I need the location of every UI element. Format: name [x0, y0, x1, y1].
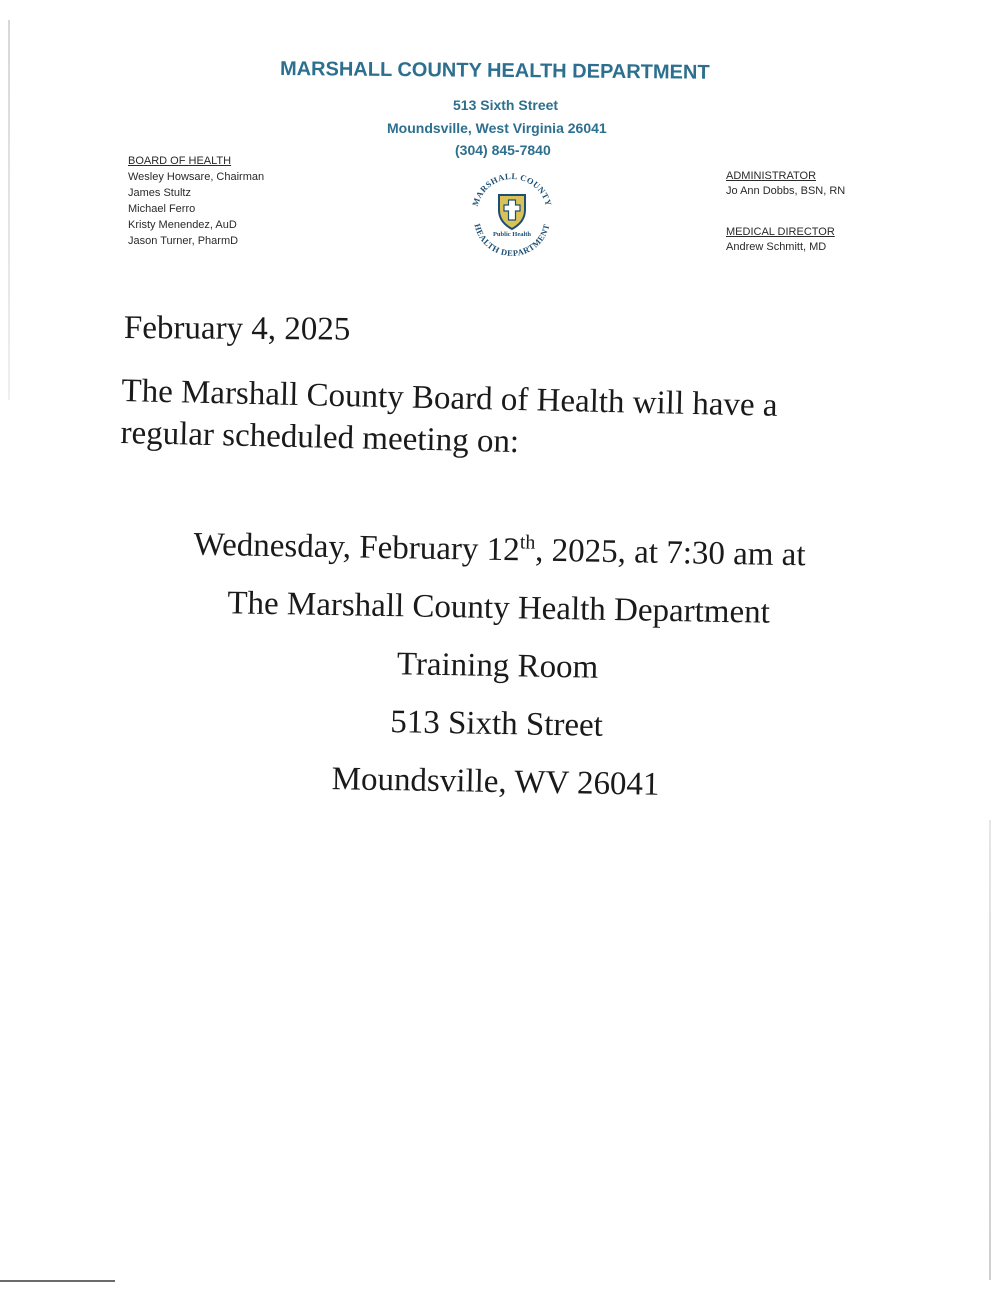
- meeting-location: The Marshall County Health Department: [227, 585, 771, 631]
- administrator-heading: ADMINISTRATOR: [726, 170, 817, 182]
- meeting-street: 513 Sixth Street: [389, 704, 604, 744]
- health-department-seal: [460, 162, 564, 266]
- meeting-details: [135, 522, 860, 825]
- seal-bottom-text: HEALTH DEPARTMENT: [472, 222, 552, 259]
- board-member: Jason Turner, PharmD: [128, 235, 239, 247]
- notice-intro-line: regular scheduled meeting on:: [120, 414, 520, 461]
- board-heading: BOARD OF HEALTH: [128, 155, 232, 167]
- notice-intro-line: The Marshall County Board of Health will have a: [121, 372, 778, 424]
- organization-name: MARSHALL COUNTY HEALTH DEPARTMENT: [279, 58, 710, 84]
- meeting-datetime-suffix: , 2025, at 7:30 am at: [534, 532, 806, 574]
- board-member: Michael Ferro: [128, 203, 196, 215]
- meeting-city: Moundsville, WV 26041: [331, 761, 660, 803]
- board-member: Kristy Menendez, AuD: [128, 219, 237, 231]
- scan-edge-left: [8, 20, 10, 400]
- meeting-room: Training Room: [396, 646, 599, 686]
- administrator-name: Jo Ann Dobbs, BSN, RN: [726, 185, 846, 197]
- organization-phone: (304) 845-7840: [455, 142, 551, 158]
- scan-edge-right: [989, 820, 991, 1280]
- board-member: Wesley Howsare, Chairman: [128, 171, 265, 183]
- meeting-datetime-ordinal: th: [519, 531, 536, 554]
- medical-director-name: Andrew Schmitt, MD: [726, 241, 827, 253]
- scan-edge-bottom: [0, 1280, 115, 1282]
- officers-list: [726, 169, 845, 255]
- board-member: James Stultz: [128, 187, 191, 199]
- seal-center-text: Public Health: [492, 231, 532, 238]
- organization-street: 513 Sixth Street: [453, 97, 559, 113]
- notice-date: February 4, 2025: [123, 310, 351, 348]
- seal-top-text: MARSHALL COUNTY: [469, 170, 555, 208]
- medical-director-heading: MEDICAL DIRECTOR: [726, 226, 835, 238]
- board-of-health-list: [128, 153, 264, 249]
- organization-city: Moundsville, West Virginia 26041: [387, 120, 607, 136]
- meeting-datetime-prefix: Wednesday, February 12: [193, 526, 520, 569]
- notice-intro: [120, 370, 852, 471]
- cross-shield-icon: [499, 195, 525, 229]
